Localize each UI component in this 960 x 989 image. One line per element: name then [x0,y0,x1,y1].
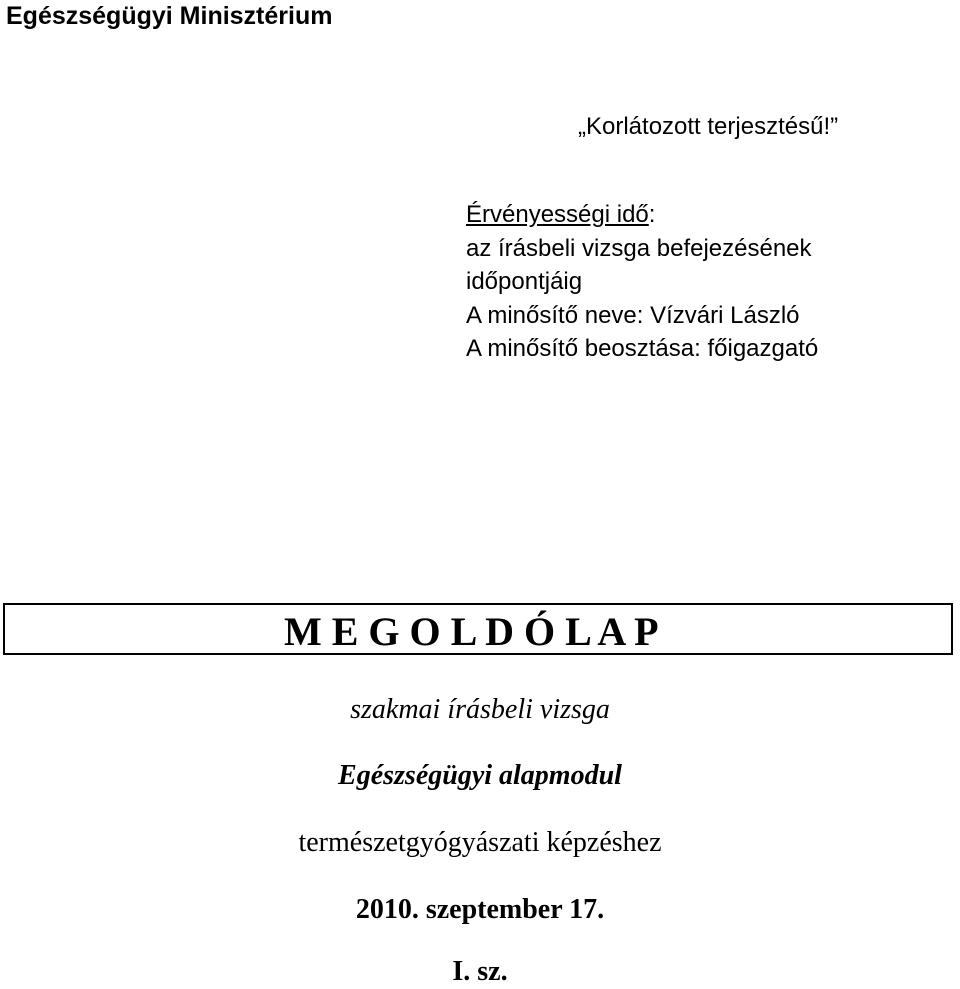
validity-label-colon: : [648,201,656,228]
restriction-notice: „Korlátozott terjesztésű!” [578,113,839,140]
series-number: I. sz. [452,956,508,987]
rater-position: A minősítő beosztása: főigazgató [466,335,819,362]
rater-name: A minősítő neve: Vízvári László [466,301,800,329]
exam-date: 2010. szeptember 17. [355,894,605,925]
document-title: M E G O L D Ó L A P [284,609,659,654]
exam-type: szakmai írásbeli vizsga [350,694,610,725]
validity-heading [466,198,818,232]
validity-line-2: időpontjáig [466,268,583,295]
training-name: természetgyógyászati képzéshez [298,827,662,858]
module-name: Egészségügyi alapmodul [338,760,622,791]
validity-line-1: az írásbeli vizsga befejezésének [466,234,812,262]
validity-label: Érvényességi idő [466,201,649,228]
validity-block [466,198,818,366]
ministry-name: Egészségügyi Minisztérium [6,2,333,30]
